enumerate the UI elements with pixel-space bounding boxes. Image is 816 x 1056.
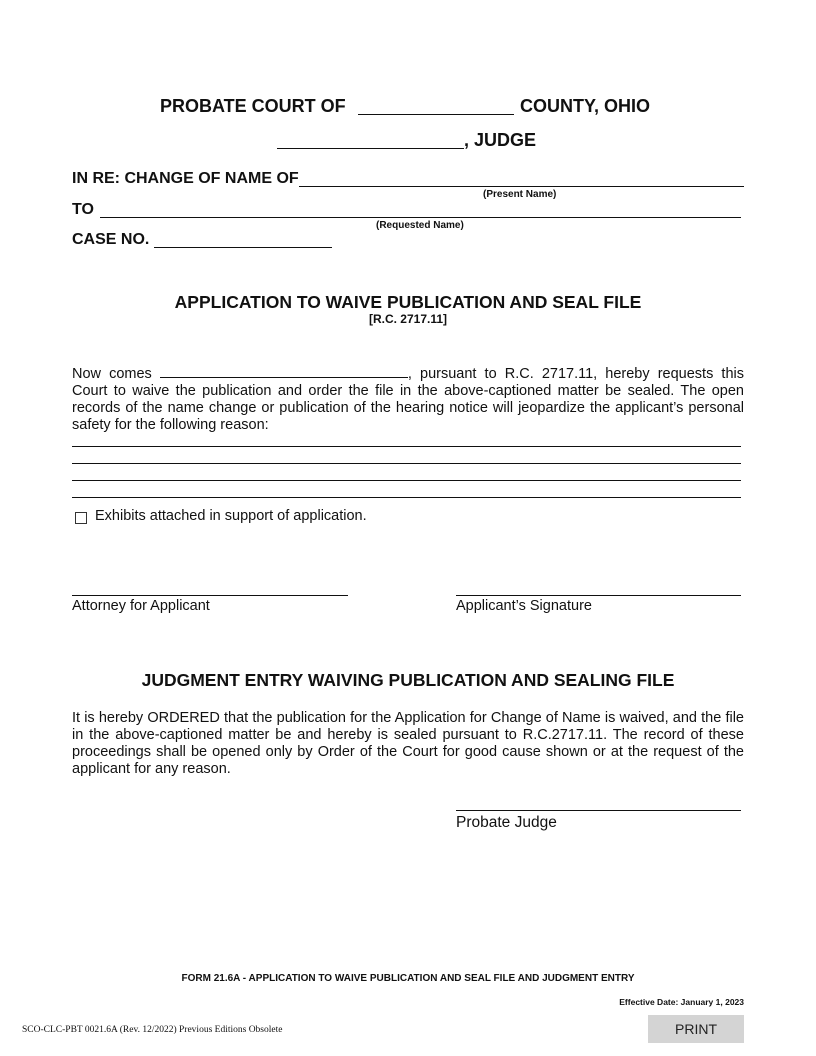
judge-name-line[interactable] [277, 148, 464, 149]
effective-date: Effective Date: January 1, 2023 [619, 997, 744, 1007]
print-button[interactable]: PRINT [648, 1015, 744, 1043]
probate-judge-label: Probate Judge [456, 814, 557, 831]
reason-line-3[interactable] [72, 480, 741, 481]
judgment-title: JUDGMENT ENTRY WAIVING PUBLICATION AND SEALING FILE [141, 670, 675, 690]
attorney-signature-line[interactable] [72, 595, 348, 596]
case-no-label: CASE NO. [72, 231, 150, 248]
to-label: TO [72, 201, 94, 218]
requested-name-caption: (Requested Name) [376, 220, 464, 231]
applicant-signature-line[interactable] [456, 595, 741, 596]
exhibits-label: Exhibits attached in support of application. [95, 508, 367, 524]
form-title: FORM 21.6A - APPLICATION TO WAIVE PUBLICATION AND SEAL FILE AND JUDGMENT ENTRY [181, 973, 635, 984]
in-re-label: IN RE: CHANGE OF NAME OF [72, 170, 299, 187]
court-title-suffix: COUNTY, OHIO [520, 96, 651, 116]
applicant-signature-label: Applicant’s Signature [456, 598, 592, 614]
reason-line-2[interactable] [72, 463, 741, 464]
application-paragraph-rest: , pursuant to R.C. 2717.11, hereby requests this Court to waive the publication and order the file in the above-captioned matter be sealed. The open records of the name change or publication of the hearing notice will jeopardize the applicant’s personal safety for the following reason: [72, 366, 744, 433]
form-code: SCO-CLC-PBT 0021.6A (Rev. 12/2022) Previous Editions Obsolete [22, 1025, 283, 1035]
judge-suffix: , JUDGE [464, 130, 537, 150]
applicant-name-blank[interactable] [160, 365, 408, 378]
application-citation: [R.C. 2717.11] [368, 312, 448, 326]
present-name-line[interactable] [299, 186, 744, 187]
exhibits-checkbox[interactable] [75, 512, 87, 524]
case-no-line[interactable] [154, 247, 332, 248]
application-title: APPLICATION TO WAIVE PUBLICATION AND SEAL FILE [174, 292, 642, 312]
reason-line-1[interactable] [72, 446, 741, 447]
judgment-paragraph: It is hereby ORDERED that the publication for the Application for Change of Name is waived, and the file in the above-captioned matter be and hereby is sealed pursuant to R.C.2717.11. The record of these proceedings shall be opened only by Order of the Court for good cause shown or at the request of the applicant for any reason. [72, 710, 744, 777]
now-comes-text: Now comes [72, 366, 152, 382]
requested-name-line[interactable] [100, 217, 741, 218]
application-paragraph [72, 365, 744, 434]
present-name-caption: (Present Name) [483, 189, 557, 200]
attorney-label: Attorney for Applicant [72, 598, 210, 614]
county-name-line[interactable] [358, 114, 514, 115]
court-title-prefix: PROBATE COURT OF [160, 96, 346, 116]
reason-line-4[interactable] [72, 497, 741, 498]
judge-signature-line[interactable] [456, 810, 741, 811]
